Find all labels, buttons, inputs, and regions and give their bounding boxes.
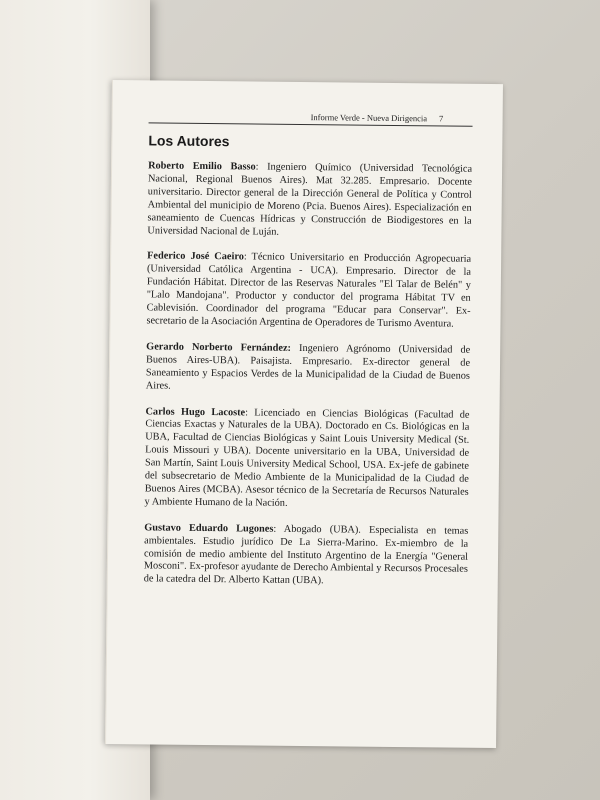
author-name: Federico José Caeiro bbox=[147, 250, 244, 263]
author-entry bbox=[146, 341, 471, 396]
author-name: Gerardo Norberto Fernández: bbox=[146, 341, 292, 354]
author-name: Roberto Emilio Basso bbox=[148, 160, 256, 173]
authors-list bbox=[144, 160, 473, 603]
author-name: Gustavo Eduardo Lugones bbox=[144, 522, 274, 535]
author-entry bbox=[147, 160, 472, 241]
book-page bbox=[105, 80, 503, 748]
running-title: Informe Verde - Nueva Dirigencia bbox=[310, 112, 428, 124]
running-header bbox=[311, 112, 444, 123]
author-entry bbox=[145, 406, 470, 513]
author-bio: : Abogado (UBA). Especialista en temas ambientales. Estudio jurídico De La Sierra-Marino. Ex-miembro de la comisión de medio ambiente del Instituto Argentino de la Energía "General Mosconi". Ex-profesor ayudante de Derecho Ambiental y Recursos Procesales de la catedra del Dr. Alberto Kattan (UBA). bbox=[143, 523, 469, 587]
author-bio: : Ingeniero Químico (Universidad Tecnológica Nacional, Regional Buenos Aires). Mat 32.285. Empresario. Docente universitario. Director general de la Dirección General de Política y Control Ambiental del municipio de Moreno (Pcia. Buenos Aires). Especialización en saneamiento de Cuencas Hídricas y Construcción de Biodigestores en la Universidad Nacional de Luján. bbox=[147, 161, 473, 238]
author-name: Carlos Hugo Lacoste bbox=[145, 405, 246, 418]
author-bio: Ingeniero Agrónomo (Universidad de Buenos Aires-UBA). Paisajista. Empresario. Ex-director general de Saneamiento y Espacios Verdes de la Municipalidad de la Ciudad de Buenos Aires. bbox=[145, 342, 471, 392]
author-bio: : Licenciado en Ciencias Biológicas (Facultad de Ciencias Exactas y Naturales de la UBA). Doctorado en Cs. Biológicas en la UBA, Facultad de Ciencias Biológicas y Saint Louis University Medical (St. Louis Missouri y UBA). Docente universitario en la UBA, Universidad de San Martín, Saint Louis University Medical School, USA. Ex-jefe de gabinete del subsecretario de Medio Ambiente de la Municipalidad de la Ciudad de Buenos Aires (MCBA). Asesor técnico de la Secretaría de Recursos Naturales y Ambiente Humano de la Nación. bbox=[144, 406, 470, 509]
page-number: 7 bbox=[439, 113, 444, 124]
author-bio: : Técnico Universitario en Producción Agropecuaria (Universidad Católica Argentina - UCA). Empresario. Director de la Fundación Hábitat. Director de las Reservas Naturales "El Talar de Belén" y "Lalo Mandojana". Productor y conductor del programa Hábitat TV en Cablevisión. Coordinador del programa "Educar para Conservar". Ex-secretario de la Asociación Argentina de Operadores de Turismo Aventura. bbox=[146, 251, 472, 330]
author-entry bbox=[144, 522, 469, 590]
author-entry bbox=[146, 251, 471, 332]
section-title: Los Autores bbox=[148, 132, 230, 150]
